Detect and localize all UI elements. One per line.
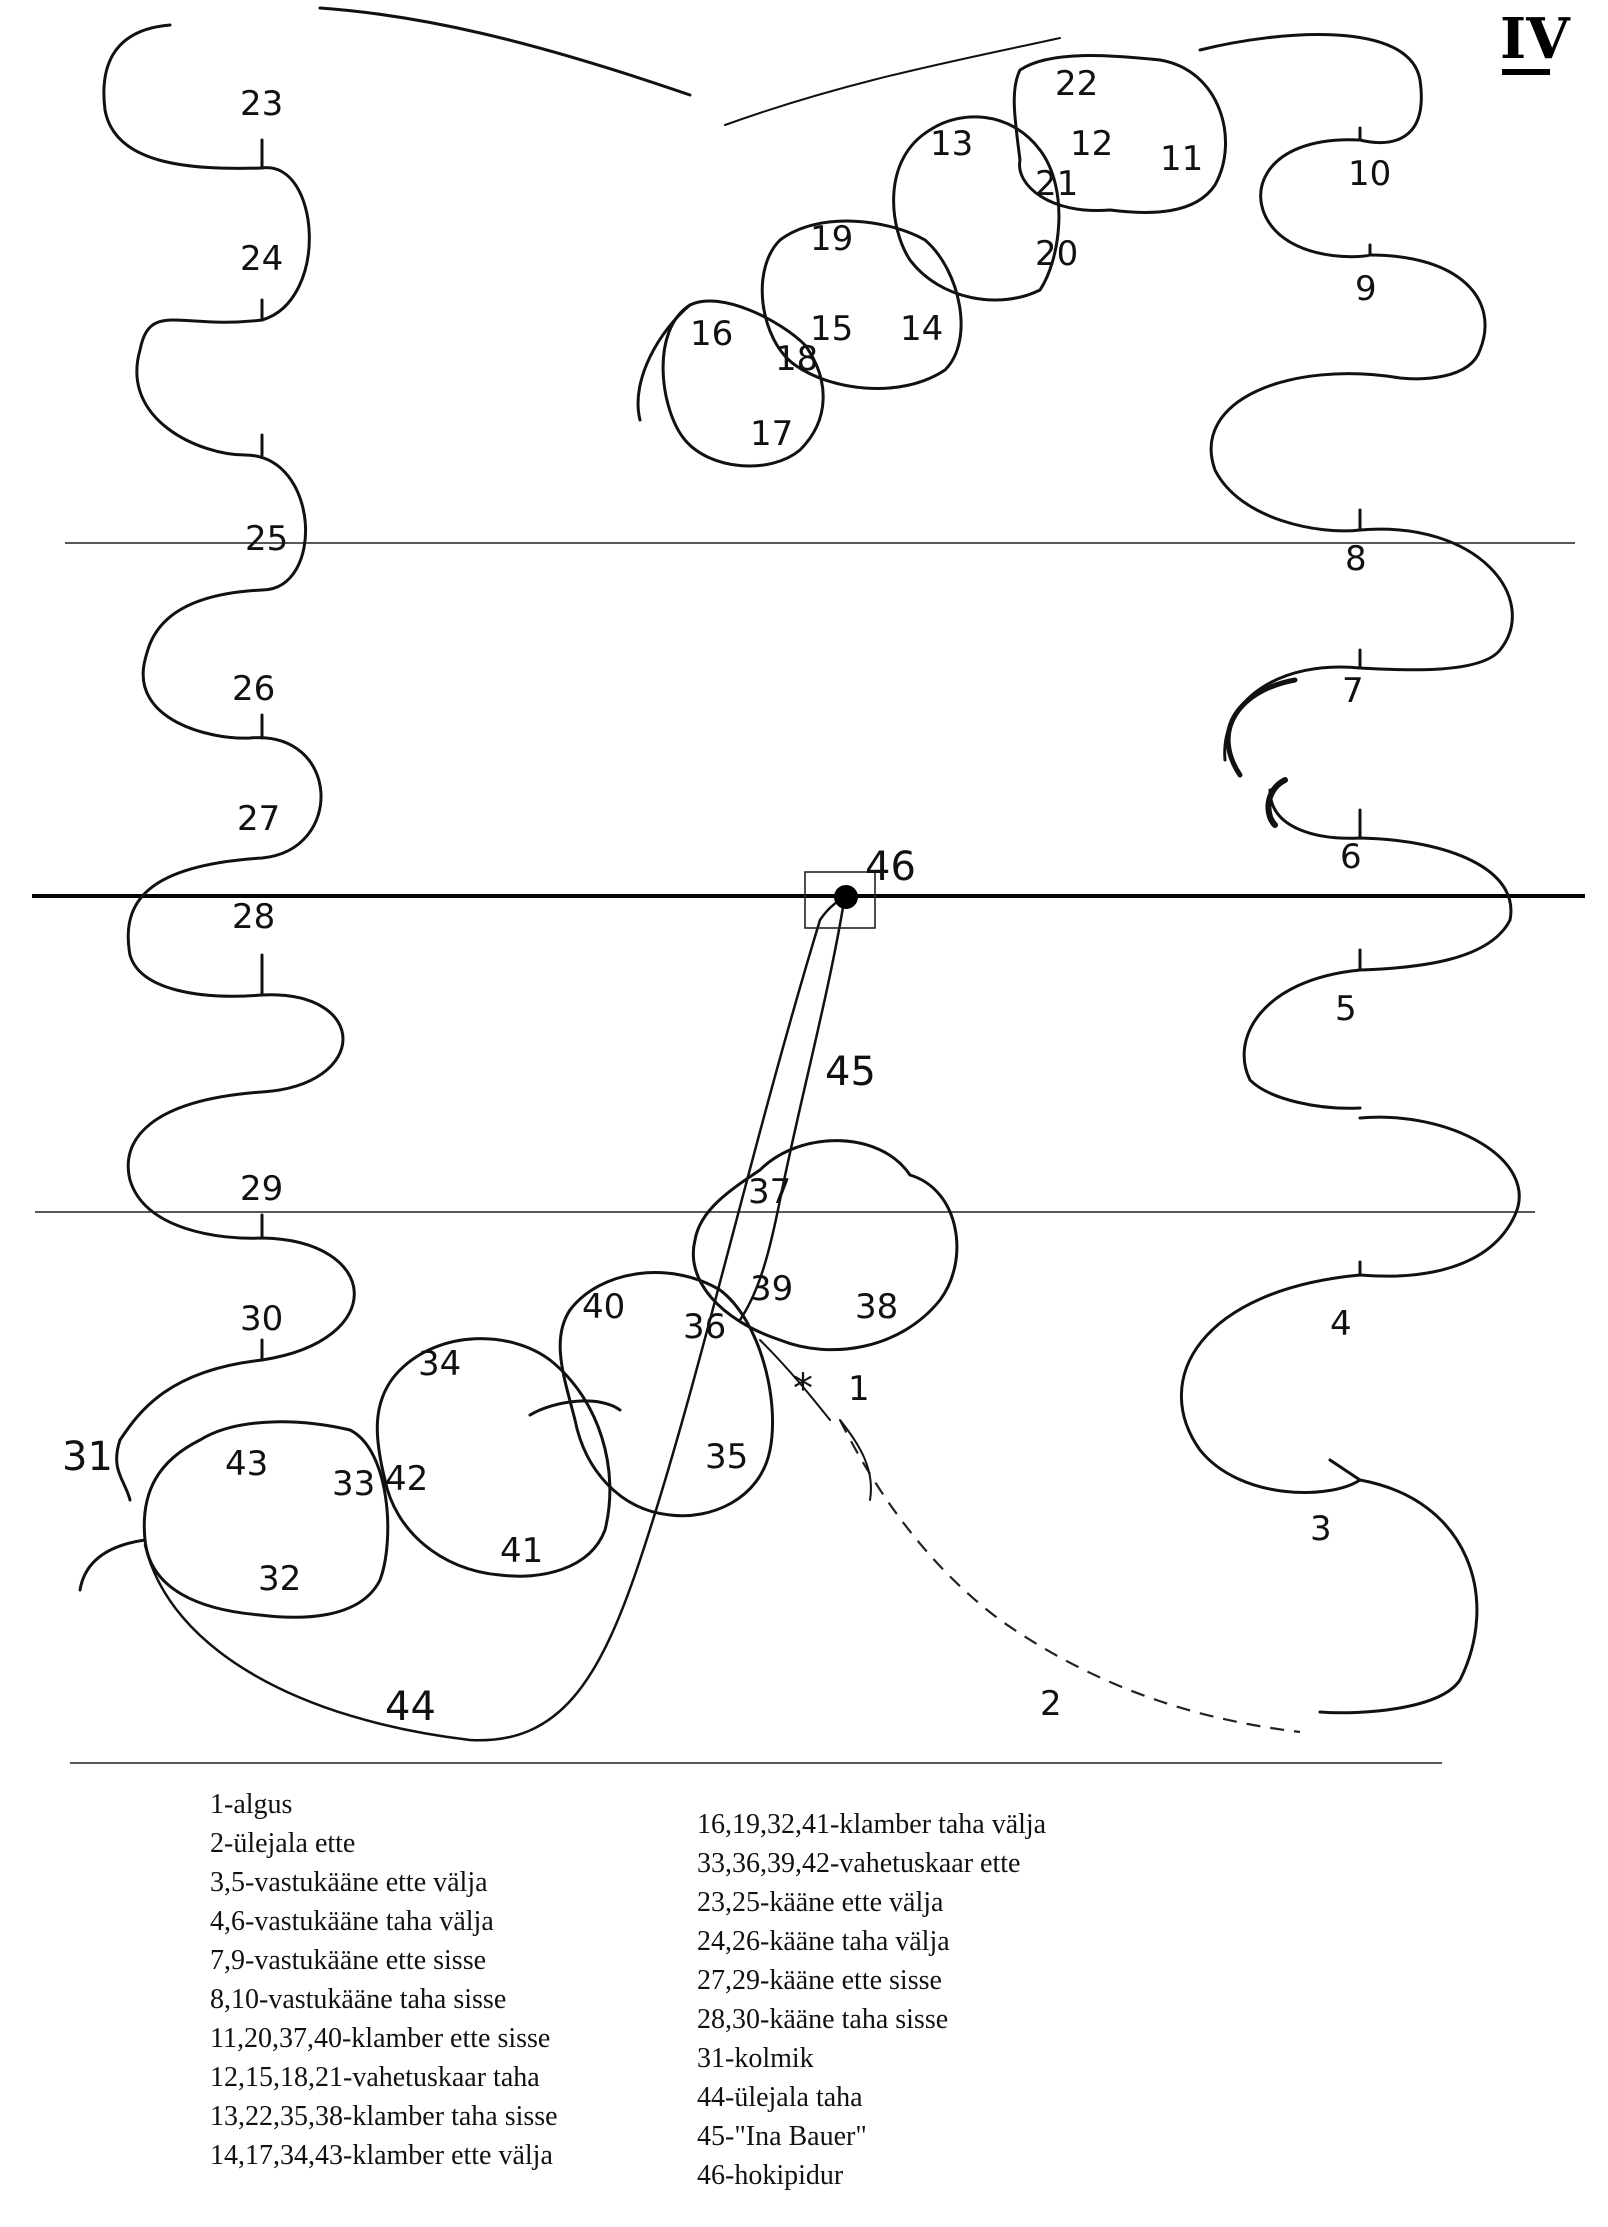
element-label-43: 43 xyxy=(225,1444,269,1484)
legend-entry: 2-ülejala ette xyxy=(210,1828,356,1859)
legend-entry: 16,19,32,41-klamber taha välja xyxy=(697,1809,1047,1840)
legend-entry: 28,30-kääne taha sisse xyxy=(697,2004,949,2035)
legend-column-right xyxy=(697,1805,1046,2195)
element-label-38: 38 xyxy=(855,1287,899,1327)
lower-cluster-tail-31 xyxy=(80,1540,145,1590)
legend-entry: 1-algus xyxy=(210,1789,293,1820)
element-label-23: 23 xyxy=(240,84,284,124)
element-label-16: 16 xyxy=(690,314,734,354)
legend-entry: 31-kolmik xyxy=(697,2043,814,2074)
element-label-4: 4 xyxy=(1330,1304,1352,1344)
start-tick-path xyxy=(840,1420,871,1500)
element-label-3: 3 xyxy=(1310,1509,1332,1549)
element-label-10: 10 xyxy=(1348,154,1392,194)
legend-entry: 33,36,39,42-vahetuskaar ette xyxy=(697,1848,1021,1879)
legend-entry: 14,17,34,43-klamber ette välja xyxy=(210,2140,553,2171)
element-label-30: 30 xyxy=(240,1299,284,1339)
element-label-28: 28 xyxy=(232,897,276,937)
right-top-line xyxy=(725,38,1060,125)
element-label-26: 26 xyxy=(232,669,276,709)
element-label-11: 11 xyxy=(1160,139,1204,179)
element-label-24: 24 xyxy=(240,239,284,279)
legend-column-left xyxy=(210,1785,558,2175)
element-label-36: 36 xyxy=(683,1307,727,1347)
page-label: IV xyxy=(1500,6,1570,72)
element-label-33: 33 xyxy=(332,1464,376,1504)
element-label-20: 20 xyxy=(1035,234,1079,274)
element-label-17: 17 xyxy=(750,414,794,454)
legend xyxy=(0,1785,1608,2225)
left-track-path xyxy=(104,25,354,1440)
lower-cluster-hook-40 xyxy=(530,1401,620,1415)
upper-chain-link-16 xyxy=(663,301,823,466)
element-label-32: 32 xyxy=(258,1559,302,1599)
element-label-22: 22 xyxy=(1055,64,1099,104)
legend-entry: 7,9-vastukääne ette sisse xyxy=(210,1945,487,1976)
element-label-29: 29 xyxy=(240,1169,284,1209)
right-track-thick-stroke-7 xyxy=(1228,680,1295,775)
legend-entry: 45-"Ina Bauer" xyxy=(697,2121,867,2152)
hockey-stop-dot xyxy=(834,885,858,909)
legend-entry: 44-ülejala taha xyxy=(697,2082,863,2113)
element-label-5: 5 xyxy=(1335,989,1357,1029)
element-label-46: 46 xyxy=(865,844,916,890)
element-label-34: 34 xyxy=(418,1344,462,1384)
right-track-bracket-3 xyxy=(1330,1460,1360,1480)
element-label-9: 9 xyxy=(1355,269,1377,309)
lower-cluster-hook-31 xyxy=(117,1440,130,1500)
element-label-39: 39 xyxy=(750,1269,794,1309)
element-label-21: 21 xyxy=(1035,164,1079,204)
element-label-8: 8 xyxy=(1345,539,1367,579)
element-label-35: 35 xyxy=(705,1437,749,1477)
element-label-2: 2 xyxy=(1040,1684,1062,1724)
element-label-25: 25 xyxy=(245,519,289,559)
element-label-27: 27 xyxy=(237,799,281,839)
element-label-1: 1 xyxy=(848,1369,870,1409)
element-label-18: 18 xyxy=(775,339,819,379)
element-label-44: 44 xyxy=(385,1684,436,1730)
lower-cluster-circle-37-38 xyxy=(693,1141,957,1350)
left-top-curve xyxy=(320,8,690,95)
curve-2-path xyxy=(840,1420,1300,1732)
legend-entry: 12,15,18,21-vahetuskaar taha xyxy=(210,2062,540,2093)
element-label-6: 6 xyxy=(1340,837,1362,877)
element-label-13: 13 xyxy=(930,124,974,164)
element-label-37: 37 xyxy=(748,1172,792,1212)
legend-entry: 27,29-kääne ette sisse xyxy=(697,1965,942,1996)
legend-entry: 24,26-kääne taha välja xyxy=(697,1926,950,1957)
legend-entry: 11,20,37,40-klamber ette sisse xyxy=(210,2023,551,2054)
legend-entry: 8,10-vastukääne taha sisse xyxy=(210,1984,507,2015)
start-mark: * xyxy=(793,1366,813,1412)
element-label-12: 12 xyxy=(1070,124,1114,164)
element-label-45: 45 xyxy=(825,1049,876,1095)
element-label-15: 15 xyxy=(810,309,854,349)
element-label-41: 41 xyxy=(500,1531,544,1571)
element-label-40: 40 xyxy=(582,1287,626,1327)
legend-entry: 23,25-kääne ette välja xyxy=(697,1887,944,1918)
element-label-19: 19 xyxy=(810,219,854,259)
element-label-7: 7 xyxy=(1342,671,1364,711)
legend-entry: 3,5-vastukääne ette välja xyxy=(210,1867,488,1898)
lower-cluster-circle-34-41 xyxy=(377,1339,610,1577)
legend-entry: 4,6-vastukääne taha välja xyxy=(210,1906,494,1937)
element-label-42: 42 xyxy=(385,1459,429,1499)
element-label-14: 14 xyxy=(900,309,944,349)
element-label-31: 31 xyxy=(62,1434,113,1480)
legend-entry: 13,22,35,38-klamber taha sisse xyxy=(210,2101,558,2132)
curve-45-path xyxy=(740,895,845,1320)
legend-entry: 46-hokipidur xyxy=(697,2160,844,2191)
